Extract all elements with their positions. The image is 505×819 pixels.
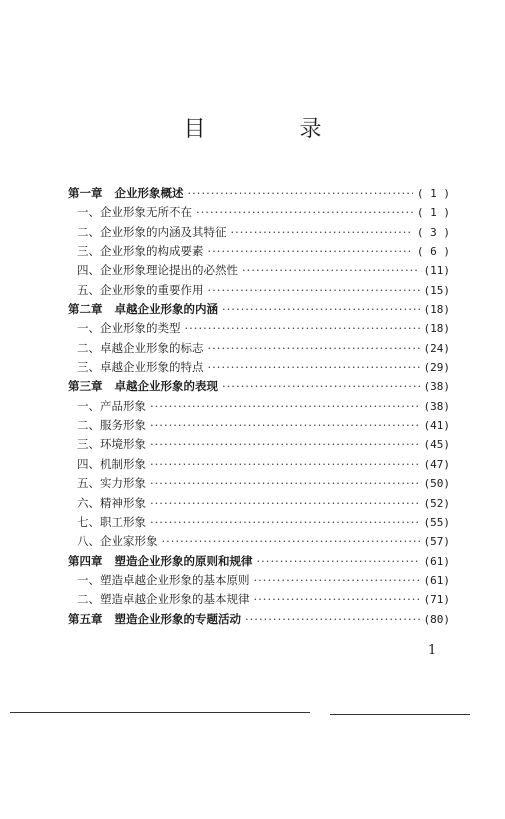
toc-page-number: (80) <box>423 612 450 626</box>
toc-leader-dots <box>242 263 420 277</box>
toc-leader-dots <box>196 205 413 219</box>
toc-chapter-entry <box>68 611 450 630</box>
toc-entry-title: 卓越企业形象的内涵 <box>114 302 218 317</box>
toc-entry-title: 一、产品形象 <box>77 398 146 413</box>
toc-section-entry <box>68 514 450 533</box>
toc-leader-dots <box>208 283 420 297</box>
toc-entry-title: 七、职工形象 <box>77 514 146 529</box>
toc-leader-dots <box>231 225 413 239</box>
toc-page-number: (24) <box>423 341 450 355</box>
page-title: 目 录 <box>183 117 358 142</box>
toc-section-entry <box>68 243 450 262</box>
toc-section-entry <box>68 591 450 610</box>
toc-section-entry <box>68 417 450 436</box>
toc-entry-title: 八、企业家形象 <box>77 534 158 549</box>
toc-page-number: (61) <box>423 554 450 568</box>
toc-chapter-number: 第一章 <box>68 186 103 200</box>
toc-entry-title: 三、企业形象的构成要素 <box>77 244 204 259</box>
toc-entry-title: 五、企业形象的重要作用 <box>77 282 204 297</box>
toc-section-entry <box>68 320 450 339</box>
toc-entry-title: 一、企业形象的类型 <box>77 321 181 336</box>
toc-section-entry <box>68 456 450 475</box>
toc-leader-dots <box>150 457 420 471</box>
toc-page-number: (61) <box>423 573 450 587</box>
toc-page-number: (38) <box>423 380 450 394</box>
table-of-contents <box>68 185 450 630</box>
toc-page-number: (52) <box>423 496 450 510</box>
toc-page-number: (38) <box>423 399 450 413</box>
bottom-rule-right <box>330 714 470 715</box>
toc-leader-dots <box>254 573 420 587</box>
toc-page-number: ( 1 ) <box>416 206 450 220</box>
toc-section-entry <box>68 398 450 417</box>
toc-entry-title: 二、塑造卓越企业形象的基本规律 <box>77 592 250 607</box>
toc-page-number: ( 1 ) <box>416 187 450 200</box>
toc-chapter-number: 第四章 <box>68 553 103 568</box>
toc-entry-title: 塑造企业形象的专题活动 <box>114 611 241 626</box>
toc-section-entry <box>68 262 450 281</box>
toc-page-number: (45) <box>423 438 450 452</box>
toc-entry-title: 企业形象概述 <box>114 186 184 200</box>
toc-entry-title: 二、企业形象的内涵及其特征 <box>77 224 227 239</box>
toc-leader-dots <box>150 418 420 432</box>
toc-page-number: (57) <box>423 535 450 549</box>
toc-entry-title: 四、企业形象理论提出的必然性 <box>77 263 238 278</box>
toc-entry-title: 二、卓越企业形象的标志 <box>77 340 204 355</box>
toc-leader-dots <box>222 302 420 316</box>
toc-entry-title: 一、塑造卓越企业形象的基本原则 <box>77 572 250 587</box>
toc-leader-dots <box>150 515 420 529</box>
toc-page-number: (29) <box>423 361 450 375</box>
toc-leader-dots <box>222 379 420 393</box>
toc-page-number: (55) <box>423 515 450 529</box>
toc-leader-dots <box>150 496 420 510</box>
toc-page-number: (41) <box>423 419 450 433</box>
toc-page-number: (18) <box>423 322 450 336</box>
toc-section-entry <box>68 475 450 494</box>
toc-leader-dots <box>208 360 420 374</box>
toc-page-number: (47) <box>423 457 450 471</box>
toc-entry-title: 塑造企业形象的原则和规律 <box>114 553 253 568</box>
toc-entry-title: 四、机制形象 <box>77 456 146 471</box>
toc-leader-dots <box>185 321 420 335</box>
toc-page-number: (18) <box>423 303 450 317</box>
toc-leader-dots <box>150 399 420 413</box>
toc-chapter-entry <box>68 301 450 320</box>
toc-chapter-number: 第五章 <box>68 611 103 626</box>
toc-chapter-entry <box>68 185 450 204</box>
page-number: 1 <box>428 643 437 658</box>
toc-entry-title: 一、企业形象无所不在 <box>77 205 192 220</box>
toc-section-entry <box>68 572 450 591</box>
toc-page-number: (15) <box>423 283 450 297</box>
toc-section-entry <box>68 359 450 378</box>
toc-page-number: ( 3 ) <box>416 225 450 239</box>
toc-chapter-number: 第二章 <box>68 302 103 317</box>
toc-page-number: (11) <box>423 264 450 278</box>
toc-chapter-entry <box>68 378 450 397</box>
toc-section-entry <box>68 495 450 514</box>
toc-leader-dots <box>150 437 420 451</box>
bottom-rule-left <box>10 712 310 713</box>
toc-entry-title: 六、精神形象 <box>77 495 146 510</box>
toc-leader-dots <box>254 592 420 606</box>
toc-entry-title: 卓越企业形象的表现 <box>114 379 218 394</box>
toc-section-entry <box>68 436 450 455</box>
toc-section-entry <box>68 224 450 243</box>
toc-section-entry <box>68 204 450 223</box>
toc-entry-title: 三、环境形象 <box>77 437 146 452</box>
toc-entry-title: 三、卓越企业形象的特点 <box>77 360 204 375</box>
toc-leader-dots <box>245 612 420 626</box>
toc-leader-dots <box>208 244 413 258</box>
toc-leader-dots <box>162 534 420 548</box>
toc-section-entry <box>68 533 450 552</box>
toc-leader-dots <box>257 554 420 568</box>
toc-page-number: (50) <box>423 477 450 491</box>
toc-section-entry <box>68 282 450 301</box>
toc-leader-dots <box>188 186 413 200</box>
toc-chapter-entry <box>68 553 450 572</box>
toc-page-number: (71) <box>423 593 450 607</box>
toc-chapter-number: 第三章 <box>68 379 103 394</box>
toc-entry-title: 五、实力形象 <box>77 476 146 491</box>
toc-leader-dots <box>150 476 420 490</box>
toc-section-entry <box>68 340 450 359</box>
toc-leader-dots <box>208 341 420 355</box>
toc-page-number: ( 6 ) <box>416 245 450 259</box>
toc-entry-title: 二、服务形象 <box>77 418 146 433</box>
